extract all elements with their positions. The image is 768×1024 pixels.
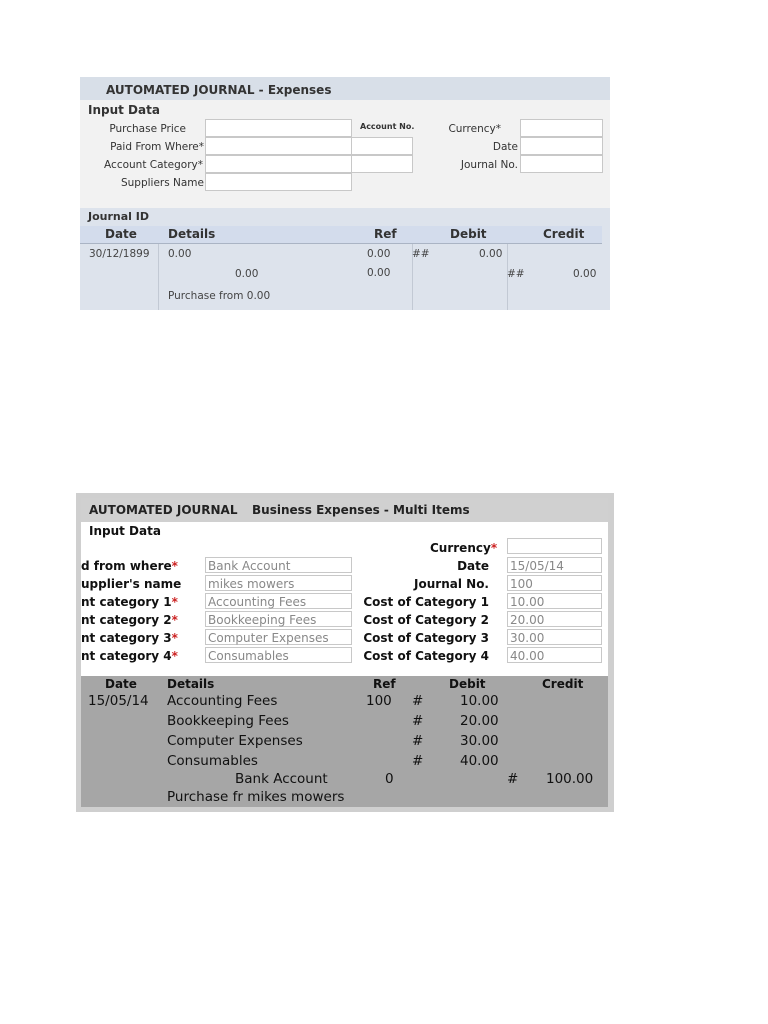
row1-debit-hash: ##: [412, 248, 430, 260]
journal-expenses-title: AUTOMATED JOURNAL - Expenses: [106, 83, 332, 97]
account-category-label: Account Category*: [104, 159, 203, 171]
date-label: Date: [492, 141, 518, 153]
account-category-field[interactable]: [205, 155, 352, 173]
row4-debit-hash: #: [412, 753, 424, 769]
row2-ref: 0.00: [367, 267, 391, 279]
col-date-header: Date: [105, 227, 137, 241]
credit-row-hash: #: [507, 771, 519, 787]
narration-text: Purchase fr mikes mowers: [167, 789, 345, 805]
paid-from-label: Paid From Where*: [110, 141, 204, 153]
journal-multi-title: AUTOMATED JOURNAL: [89, 503, 238, 517]
currency-label: Currency*: [448, 123, 501, 135]
date-field[interactable]: 15/05/14: [507, 557, 602, 573]
left-label-column: [81, 559, 182, 667]
journal-id-label: Journal ID: [88, 210, 149, 223]
date-field[interactable]: [520, 137, 603, 155]
category-3-label: nt category 3*: [81, 631, 178, 645]
suppliers-name-label: Suppliers Name: [120, 177, 204, 189]
row2-details: Bookkeeping Fees: [167, 713, 289, 729]
grid-line: [158, 244, 159, 310]
supplier-name-label: upplier's name: [81, 577, 182, 591]
category-1-field[interactable]: Accounting Fees: [205, 593, 352, 609]
category-1-label: nt category 1*: [81, 595, 178, 609]
col-credit-header: Credit: [543, 227, 585, 241]
col-debit-header: Debit: [449, 677, 486, 691]
row1-debit: 0.00: [479, 248, 503, 260]
purchase-price-label: Purchase Price: [109, 123, 186, 135]
supplier-name-field[interactable]: mikes mowers: [205, 575, 352, 591]
row4-details: Consumables: [167, 753, 258, 769]
col-details-header: Details: [168, 227, 216, 241]
row1-debit: 10.00: [460, 693, 499, 709]
cost-category-1-field[interactable]: 10.00: [507, 593, 602, 609]
category-2-label: nt category 2*: [81, 613, 178, 627]
row1-date: 30/12/1899: [89, 248, 150, 260]
row2-credit: 0.00: [573, 268, 597, 280]
cost-category-4-label: Cost of Category 4: [363, 649, 489, 663]
currency-label: Currency*: [430, 541, 498, 555]
date-label: Date: [457, 559, 489, 573]
row1-date: 15/05/14: [88, 693, 149, 709]
journal-multi-items-panel: [76, 493, 614, 812]
row2-details: 0.00: [235, 268, 259, 280]
journal-multi-items-body: [81, 498, 608, 807]
account-no-label: Account No.: [360, 122, 415, 131]
category-4-field[interactable]: Consumables: [205, 647, 352, 663]
row3-narration: Purchase from 0.00: [168, 290, 271, 302]
currency-field[interactable]: [507, 538, 602, 554]
row3-debit: 30.00: [460, 733, 499, 749]
journal-no-field[interactable]: 100: [507, 575, 602, 591]
col-credit-header: Credit: [542, 677, 584, 691]
cost-category-4-field[interactable]: 40.00: [507, 647, 602, 663]
credit-row-amount: 100.00: [546, 771, 594, 787]
journal-multi-subtitle: Business Expenses - Multi Items: [252, 503, 470, 517]
purchase-price-field[interactable]: [205, 119, 352, 137]
currency-field[interactable]: [520, 119, 603, 137]
paid-from-label: d from where*: [81, 559, 178, 573]
cost-category-1-label: Cost of Category 1: [363, 595, 489, 609]
category-4-label: nt category 4*: [81, 649, 178, 663]
input-data-heading: Input Data: [88, 103, 160, 117]
right-label-column: [341, 559, 489, 667]
cost-category-3-field[interactable]: 30.00: [507, 629, 602, 645]
row2-debit-hash: #: [412, 713, 424, 729]
row2-debit: 20.00: [460, 713, 499, 729]
cost-category-3-label: Cost of Category 3: [363, 631, 489, 645]
cost-category-2-label: Cost of Category 2: [363, 613, 489, 627]
col-ref-header: Ref: [373, 677, 396, 691]
row1-details: 0.00: [168, 248, 192, 260]
journal-no-field[interactable]: [520, 155, 603, 173]
credit-row-ref: 0: [385, 771, 394, 787]
paid-from-field[interactable]: Bank Account: [205, 557, 352, 573]
row3-details: Computer Expenses: [167, 733, 303, 749]
row1-details: Accounting Fees: [167, 693, 278, 709]
category-3-field[interactable]: Computer Expenses: [205, 629, 352, 645]
row4-debit: 40.00: [460, 753, 499, 769]
journal-expenses-panel: [80, 77, 610, 310]
col-details-header: Details: [167, 677, 215, 691]
cost-category-2-field[interactable]: 20.00: [507, 611, 602, 627]
journal-entry-area: [80, 208, 610, 310]
credit-row-details: Bank Account: [235, 771, 328, 787]
category-2-field[interactable]: Bookkeeping Fees: [205, 611, 352, 627]
col-date-header: Date: [105, 677, 137, 691]
col-ref-header: Ref: [374, 227, 397, 241]
input-data-heading: Input Data: [89, 524, 161, 538]
paid-from-field[interactable]: [205, 137, 352, 155]
row1-ref: 0.00: [367, 248, 391, 260]
row1-debit-hash: #: [412, 693, 424, 709]
col-debit-header: Debit: [450, 227, 487, 241]
journal-header-row: [80, 226, 602, 244]
row2-credit-hash: ##: [507, 268, 525, 280]
journal-no-label: Journal No.: [414, 577, 489, 591]
journal-entry-grid: [81, 676, 608, 807]
row1-ref: 100: [366, 693, 392, 709]
suppliers-name-field[interactable]: [205, 173, 352, 191]
row3-debit-hash: #: [412, 733, 424, 749]
journal-no-label: Journal No.: [460, 159, 518, 171]
